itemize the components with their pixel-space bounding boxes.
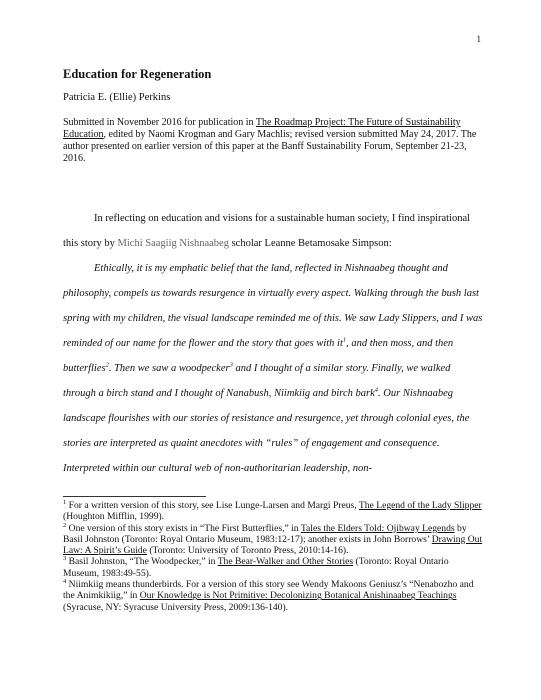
footnote-text: (Toronto: Royal Ontario Museum, 1983:49-55).	[63, 556, 449, 579]
footnote-1	[63, 500, 483, 523]
page-number: 1	[476, 34, 481, 44]
footnotes	[63, 500, 483, 613]
footnote-text: One version of this story exists in “The First Butterflies,” in	[66, 522, 301, 534]
footnote-text: (Toronto: University of Toronto Press, 2010:14-16).	[146, 545, 349, 557]
footnote-ref-3: 3	[229, 361, 233, 369]
author-name: Patricia E. (Ellie) Perkins	[63, 92, 171, 103]
footnote-number: 2	[63, 521, 67, 529]
highlighted-phrase: Michi Saagiig Nishnaabeg	[117, 238, 229, 249]
block-quote	[63, 256, 483, 481]
quote-text-2: , and then moss, and then butterflies	[63, 338, 454, 374]
quote-text-4: and I thought of a similar story. Finally, we walked through a birch stand and I thought of Nanabush, Niimkiig and birch bark	[63, 363, 451, 399]
footnote-text: Basil Johnston, “The Woodpecker,” in	[66, 556, 218, 568]
footnote-number: 3	[63, 555, 67, 563]
footnote-text: by Basil Johnston (Toronto: Royal Ontario Museum, 1983:12-17); another exists in John Borrows’	[63, 522, 467, 545]
quote-text-1: Ethically, it is my emphatic belief that the land, reflected in Nishnaabeg thought and philosophy, compels us towards resurgence in virtually every aspect. Walking through the bush last spring with my children, the visual landscape reminded me of this. We saw Lady Slippers, and I was reminded of our name for the flower and the story that goes with it	[63, 263, 483, 349]
footnote-number: 4	[63, 577, 67, 585]
intro-text-1: In reflecting on education and visions for a sustainable human society, I find inspirational this story by	[63, 213, 471, 249]
footnote-ref-1: 1	[342, 336, 347, 344]
footnote-ref-4: 4	[374, 386, 379, 394]
intro-paragraph	[63, 206, 483, 256]
footnote-ref-2: 2	[105, 361, 109, 369]
footnote-text: (Houghton Mifflin, 1999).	[63, 511, 165, 523]
footnote-4	[63, 579, 483, 613]
footnote-number: 1	[63, 498, 67, 506]
footnote-text: For a written version of this story, see Lise Lunge-Larsen and Margi Preus,	[66, 500, 359, 511]
footnote-text: (Syracuse, NY: Syracuse University Press, 2009:136-140).	[63, 601, 289, 613]
intro-text-2: scholar Leanne Betamosake Simpson:	[228, 238, 392, 249]
submission-text-2: , edited by Naomi Krogman and Gary Machlis; revised version submitted May 24, 2017. The author presented on earlier version of this paper at the Banff Sustainability Forum, September 21-23, 2016.	[63, 129, 477, 164]
footnote-3	[63, 556, 483, 579]
footnote-book-title: Our Knowledge is Not Primitive: Decolonizing Botanical Anishinaabeg Teachings	[139, 590, 457, 602]
quote-text-3: . Then we saw a woodpecker	[108, 363, 230, 374]
submission-text-1: Submitted in November 2016 for publication in	[63, 117, 256, 128]
footnote-text: Niimkiig means thunderbirds. For a version of this story see Wendy Makoons Geniusz’s “Nenabozho and the Animkikiig,” in	[63, 579, 474, 602]
footnote-divider	[63, 496, 206, 497]
footnote-2	[63, 523, 483, 557]
footnote-book-title: The Bear-Walker and Other Stories	[217, 556, 354, 568]
footnote-book-title: Tales the Elders Told: Ojibway Legends	[300, 522, 455, 534]
submission-note	[63, 117, 483, 165]
paper-title: Education for Regeneration	[63, 67, 212, 81]
footnote-book-title: Drawing Out Law: A Spirit’s Guide	[63, 533, 483, 557]
book-title: The Roadmap Project: The Future of Sustainability Education	[63, 117, 461, 140]
footnote-book-title: The Legend of the Lady Slipper	[358, 500, 482, 511]
quote-text-5: . Our Nishnaabeg landscape flourishes with our stories of resistance and resurgence, yet through colonial eyes, the stories are interpreted as quaint anecdotes with “rules” of engagement and consequence. Interpreted within our cultural web of non-authoritarian leadership, non-	[63, 388, 470, 474]
